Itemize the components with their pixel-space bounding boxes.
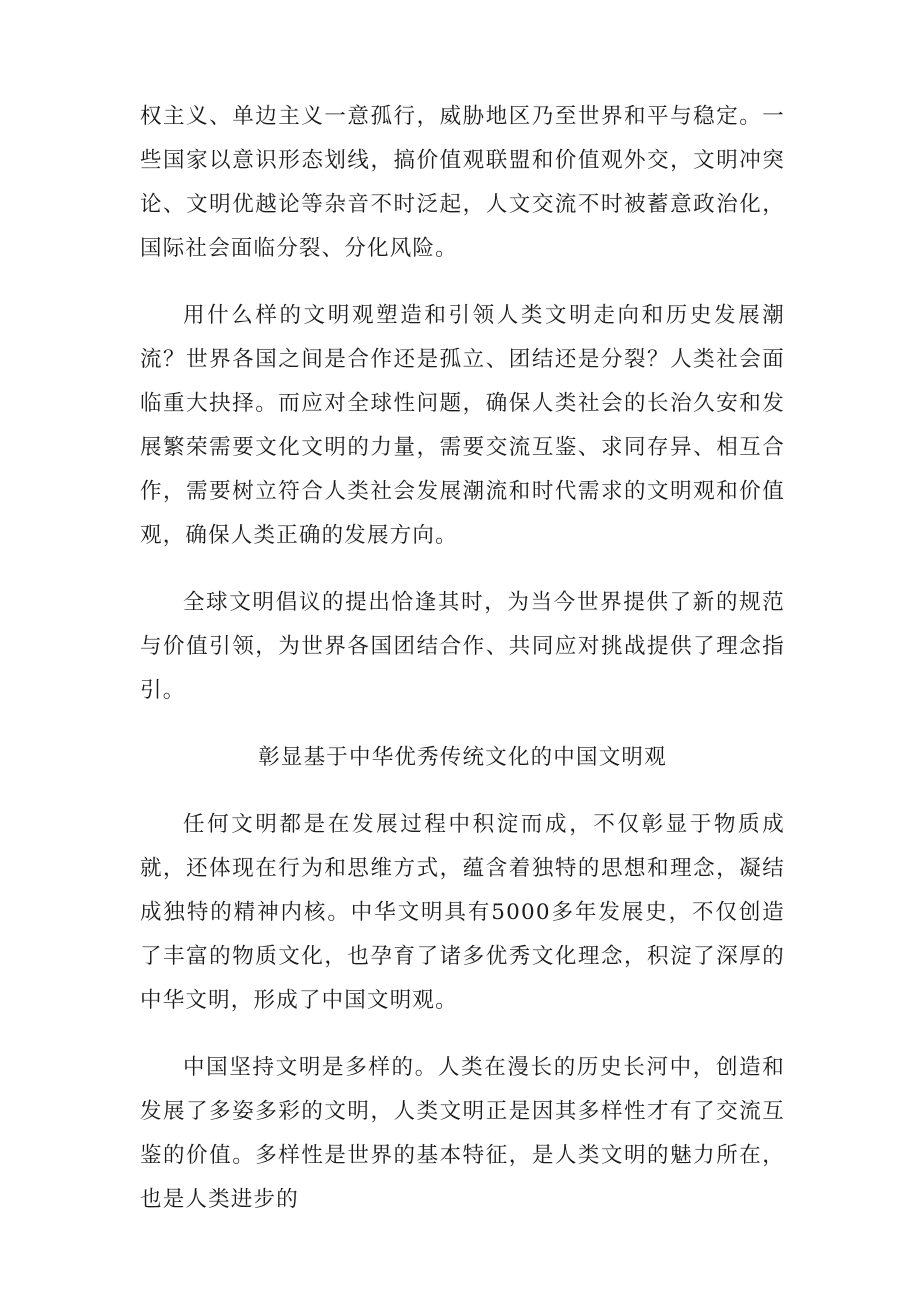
paragraph-4: 任何文明都是在发展过程中积淀而成，不仅彰显于物质成就，还体现在行为和思维方式，蕴含着独特的思想和理念，凝结成独特的精神内核。中华文明具有5000多年发展史，不仅创造了丰富的物质文化，也孕育了诸多优秀文化理念，积淀了深厚的中华文明，形成了中国文明观。: [140, 812, 785, 1013]
paragraph-5: 中国坚持文明是多样的。人类在漫长的历史长河中，创造和发展了多姿多彩的文明，人类文明正是因其多样性才有了交流互鉴的价值。多样性是世界的基本特征，是人类文明的魅力所在，也是人类进步的: [140, 1055, 785, 1212]
section-heading: 彰显基于中华优秀传统文化的中国文明观: [258, 745, 667, 770]
document-page: [140, 95, 785, 1245]
paragraph-3: 全球文明倡议的提出恰逢其时，为当今世界提供了新的规范与价值引领，为世界各国团结合作、共同应对挑战提供了理念指引。: [140, 590, 785, 703]
paragraph-1: 权主义、单边主义一意孤行，威胁地区乃至世界和平与稳定。一些国家以意识形态划线，搞价值观联盟和价值观外交，文明冲突论、文明优越论等杂音不时泛起，人文交流不时被蓄意政治化，国际社会面临分裂、分化风险。: [140, 104, 785, 261]
paragraph-2: 用什么样的文明观塑造和引领人类文明走向和历史发展潮流？世界各国之间是合作还是孤立、团结还是分裂？人类社会面临重大抉择。而应对全球性问题，确保人类社会的长治久安和发展繁荣需要文化文明的力量，需要交流互鉴、求同存异、相互合作，需要树立符合人类社会发展潮流和时代需求的文明观和价值观，确保人类正确的发展方向。: [140, 303, 785, 548]
